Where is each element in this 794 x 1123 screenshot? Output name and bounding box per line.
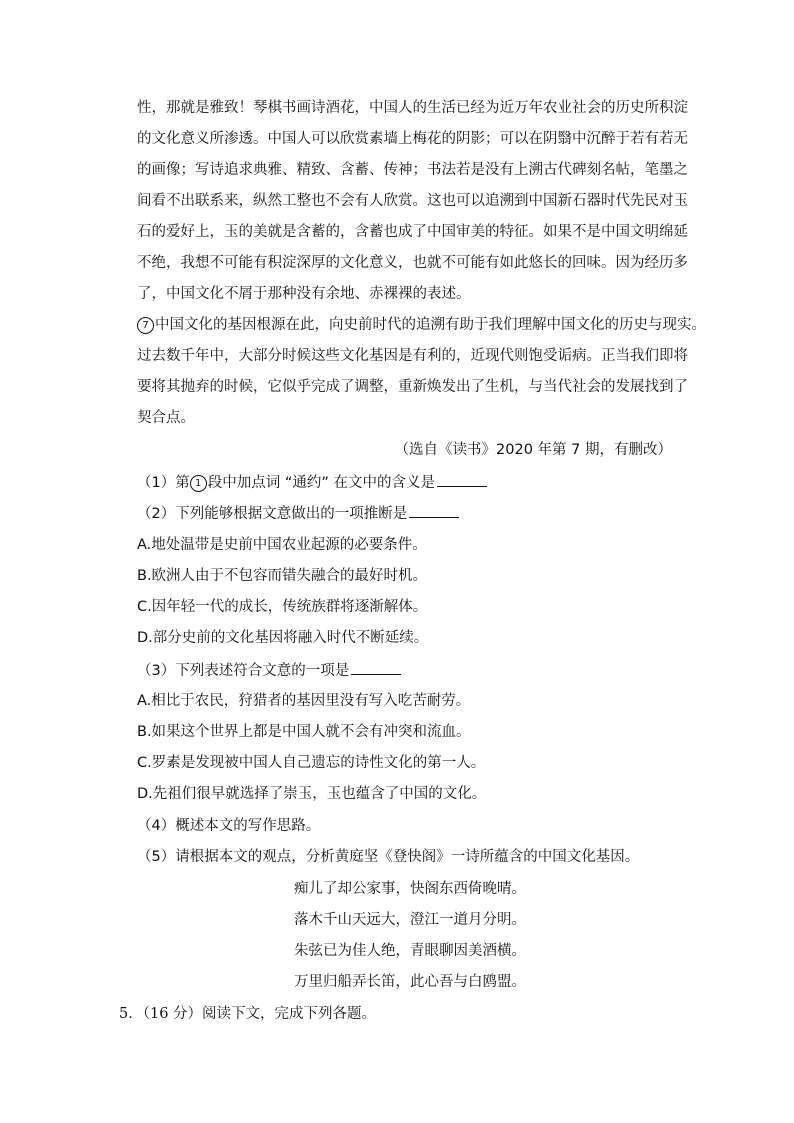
poem-line: 痴儿了却公家事，快阁东西倚晚晴。: [294, 881, 526, 897]
answer-blank[interactable]: [437, 472, 487, 487]
option-item[interactable]: C.因年轻一代的成长，传统族群将逐渐解体。: [137, 599, 428, 615]
paragraph-7-text: 中国文化的基因根源在此，向史前时代的追溯有助于我们理解中国文化的历史与现实。: [155, 317, 706, 333]
option-item[interactable]: D.先祖们很早就选择了崇玉，玉也蕴含了中国的文化。: [137, 786, 487, 802]
question-2: [137, 503, 459, 524]
question-4: （4）概述本文的写作思路。: [137, 818, 321, 834]
poem-line: 朱弦已为佳人绝，青眼聊因美酒横。: [294, 943, 526, 959]
passage-line: 的画像；写诗追求典雅、精致、含蓄、传神；书法若是没有上溯古代碑刻名帖，笔墨之: [137, 162, 688, 178]
poem-line: 万里归船弄长笛，此心吾与白鸥盟。: [294, 974, 526, 990]
option-item[interactable]: B.欧洲人由于不包容而错失融合的最好时机。: [137, 568, 428, 584]
question-3: [137, 660, 401, 681]
answer-blank[interactable]: [409, 503, 459, 518]
option-item[interactable]: A.地处温带是史前中国农业起源的必要条件。: [137, 537, 427, 553]
option-item[interactable]: B.如果这个世界上都是中国人就不会有冲突和流血。: [137, 724, 471, 740]
passage-line: 要将其抛弃的时候，它似乎完成了调整，重新焕发出了生机，与当代社会的发展找到了: [137, 379, 688, 395]
passage-line: 性，那就是雅致！琴棋书画诗酒花，中国人的生活已经为近万年农业社会的历史所积淀: [137, 100, 688, 116]
passage-line: 间看不出联系来，纵然工整也不会有人欣赏。这也可以追溯到中国新石器时代先民对玉: [137, 193, 688, 209]
question-1-text: 段中加点词 “通约” 在文中的含义是: [207, 475, 435, 491]
source-citation: （选自《读书》2020 年第 7 期，有删改）: [394, 442, 672, 458]
question-2-text: （2）下列能够根据文意做出的一项推断是: [137, 506, 408, 522]
passage-line: 了，中国文化不屑于那种没有余地、赤裸裸的表述。: [137, 286, 471, 302]
option-item[interactable]: D.部分史前的文化基因将融入时代不断延续。: [137, 630, 429, 646]
passage-line: 的文化意义所渗透。中国人可以欣赏素墙上梅花的阴影；可以在阴翳中沉醉于若有若无: [137, 131, 688, 147]
poem-line: 落木千山天远大，澄江一道月分明。: [294, 912, 526, 928]
answer-blank[interactable]: [351, 660, 401, 675]
question-5: （5）请根据本文的观点，分析黄庭坚《登快阁》一诗所蕴含的中国文化基因。: [137, 849, 640, 865]
paragraph-number-marker: 1: [190, 475, 207, 492]
question-1-prefix: （1）第: [137, 475, 190, 491]
option-item[interactable]: C.罗素是发现被中国人自己遗忘的诗性文化的第一人。: [137, 755, 486, 771]
question-1: [137, 472, 487, 493]
next-question-heading: 5．（16 分）阅读下文，完成下列各题。: [119, 1006, 377, 1022]
question-3-text: （3）下列表述符合文意的一项是: [137, 663, 350, 679]
passage-line: 不绝，我想不可能有积淀深厚的文化意义，也就不可能有如此悠长的回味。因为经历多: [137, 255, 688, 271]
passage-line: 契合点。: [137, 410, 195, 426]
paragraph-7-first-line: [137, 315, 706, 335]
paragraph-number-marker: 7: [137, 317, 154, 334]
option-item[interactable]: A.相比于农民，狩猎者的基因里没有写入吃苦耐劳。: [137, 693, 471, 709]
passage-line: 石的爱好上，玉的美就是含蓄的，含蓄也成了中国审美的特征。如果不是中国文明绵延: [137, 224, 688, 240]
passage-line: 过去数千年中，大部分时候这些文化基因是有利的，近现代则饱受诟病。正当我们即将: [137, 348, 688, 364]
